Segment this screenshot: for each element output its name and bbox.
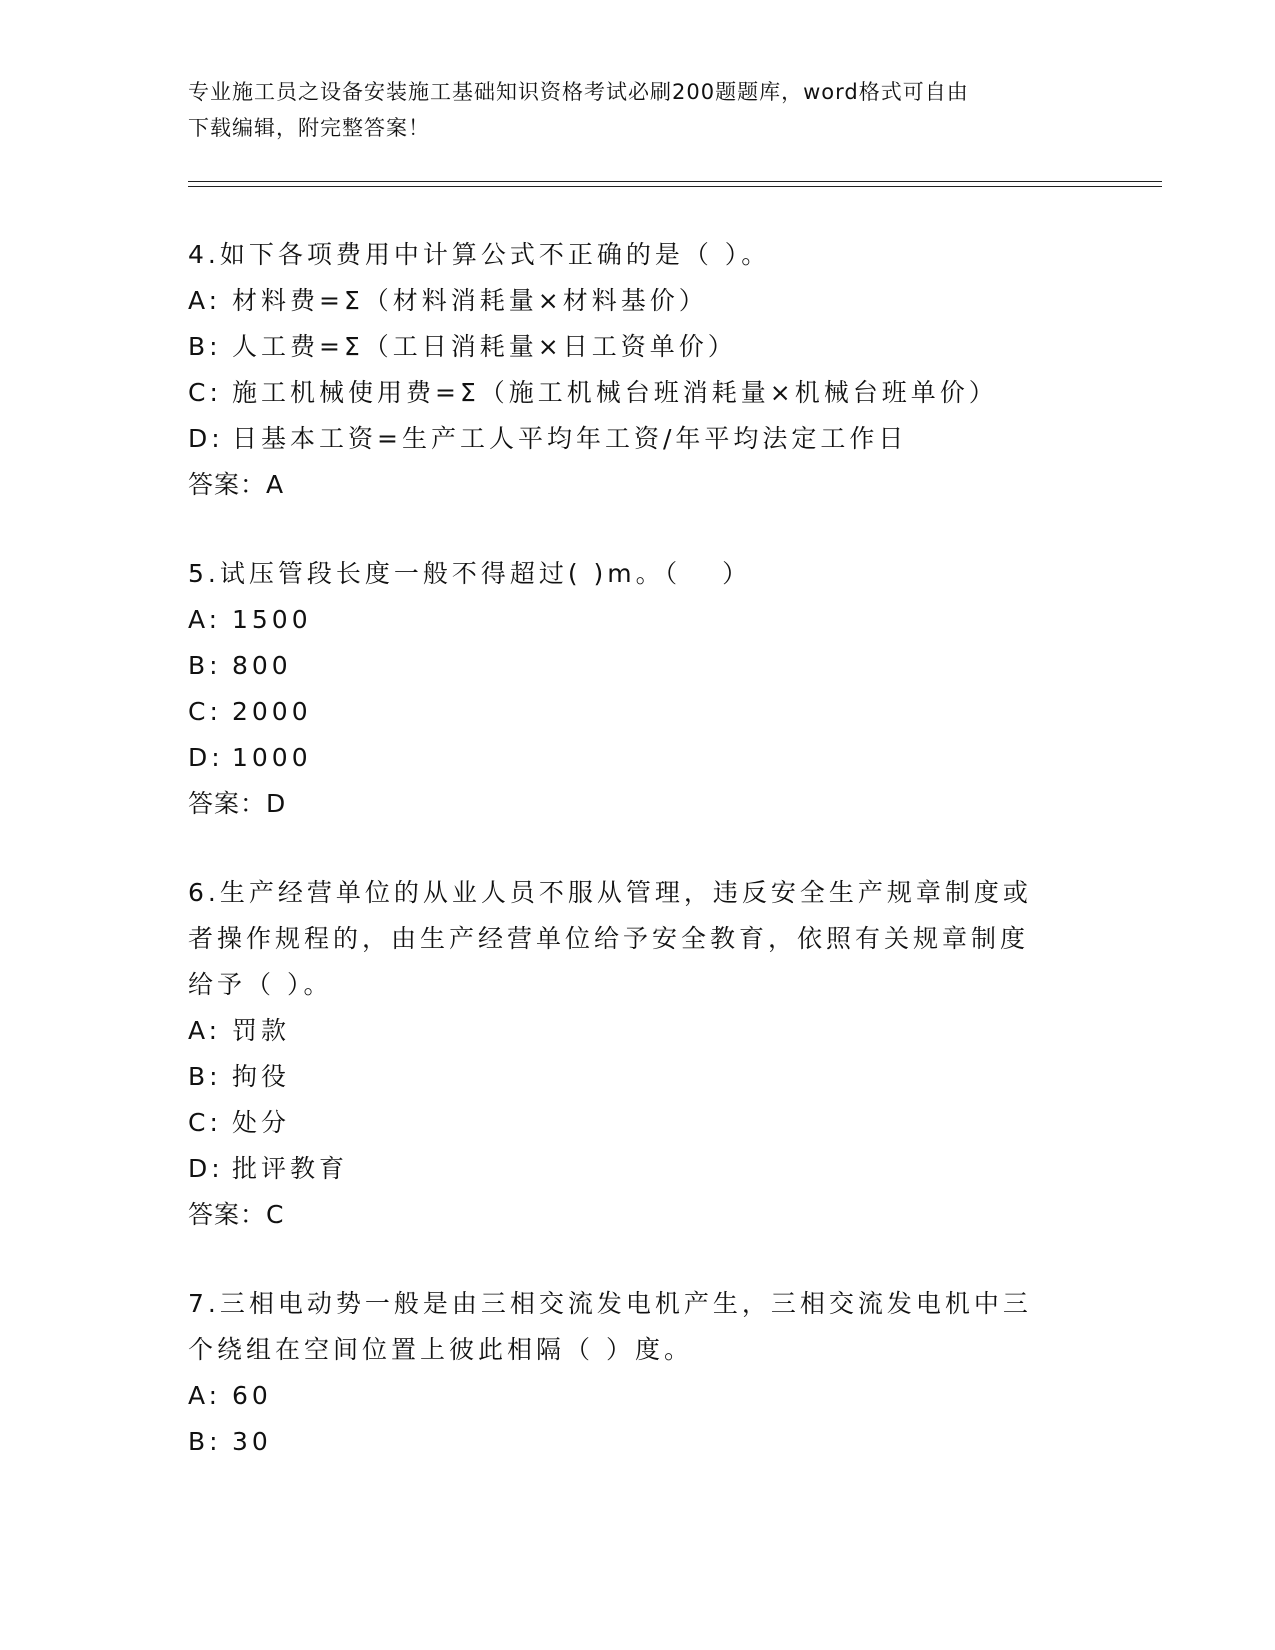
option-key: A: — [188, 286, 222, 315]
option-text: 30 — [232, 1427, 272, 1456]
question-stem: 5.试压管段长度一般不得超过( )m。（ ） — [188, 559, 752, 588]
option-c — [188, 370, 1088, 416]
question-stem: 4.如下各项费用中计算公式不正确的是（ ）。 — [188, 240, 771, 269]
answer-line: 答案：C — [188, 1200, 285, 1229]
option-text: 60 — [232, 1381, 272, 1410]
option-key: B: — [188, 1062, 222, 1091]
option-key: B: — [188, 332, 222, 361]
option-b — [188, 643, 1088, 689]
option-c — [188, 689, 1088, 735]
option-text: 人工费=Σ（工日消耗量×日工资单价） — [232, 332, 737, 361]
option-a — [188, 278, 1088, 324]
option-c — [188, 1100, 1088, 1146]
option-text: 罚款 — [232, 1016, 291, 1045]
option-key: B: — [188, 1427, 222, 1456]
option-key: A: — [188, 605, 222, 634]
option-key: C: — [188, 1108, 222, 1137]
option-text: 材料费=Σ（材料消耗量×材料基价） — [232, 286, 708, 315]
option-d — [188, 735, 1088, 781]
question-7 — [188, 1281, 1088, 1465]
option-a — [188, 1008, 1088, 1054]
option-b — [188, 1419, 1088, 1465]
question-stem: 6.生产经营单位的从业人员不服从管理，违反安全生产规章制度或者操作规程的，由生产经营单位给予安全教育，依照有关规章制度给予（ ）。 — [188, 878, 1032, 999]
option-a — [188, 597, 1088, 643]
document-header — [188, 74, 1068, 146]
answer-line: 答案：A — [188, 470, 285, 499]
option-key: A: — [188, 1381, 222, 1410]
header-divider-bottom — [188, 186, 1162, 187]
option-key: C: — [188, 697, 222, 726]
option-text: 日基本工资=生产工人平均年工资/年平均法定工作日 — [232, 424, 908, 453]
question-5 — [188, 551, 1088, 827]
header-title-line2: 下载编辑，附完整答案！ — [188, 116, 430, 140]
option-text: 1500 — [232, 605, 312, 634]
option-key: D: — [188, 424, 224, 453]
header-divider-top — [188, 181, 1162, 182]
question-4 — [188, 232, 1088, 508]
option-a — [188, 1373, 1088, 1419]
header-title-line1: 专业施工员之设备安装施工基础知识资格考试必刷200题题库，word格式可自由 — [188, 80, 969, 104]
option-key: C: — [188, 378, 222, 407]
question-6 — [188, 870, 1088, 1238]
option-key: B: — [188, 651, 222, 680]
answer-line: 答案：D — [188, 789, 287, 818]
option-key: D: — [188, 743, 224, 772]
option-key: A: — [188, 1016, 222, 1045]
option-text: 处分 — [232, 1108, 291, 1137]
question-stem: 7.三相电动势一般是由三相交流发电机产生，三相交流发电机中三个绕组在空间位置上彼此相隔（ ）度。 — [188, 1289, 1032, 1364]
option-text: 拘役 — [232, 1062, 291, 1091]
option-text: 2000 — [232, 697, 312, 726]
option-b — [188, 324, 1088, 370]
option-d — [188, 416, 1088, 462]
option-b — [188, 1054, 1088, 1100]
option-key: D: — [188, 1154, 224, 1183]
option-text: 800 — [232, 651, 292, 680]
option-text: 1000 — [232, 743, 312, 772]
question-list — [188, 232, 1088, 1508]
option-text: 批评教育 — [232, 1154, 349, 1183]
option-d — [188, 1146, 1088, 1192]
option-text: 施工机械使用费=Σ（施工机械台班消耗量×机械台班单价） — [232, 378, 998, 407]
